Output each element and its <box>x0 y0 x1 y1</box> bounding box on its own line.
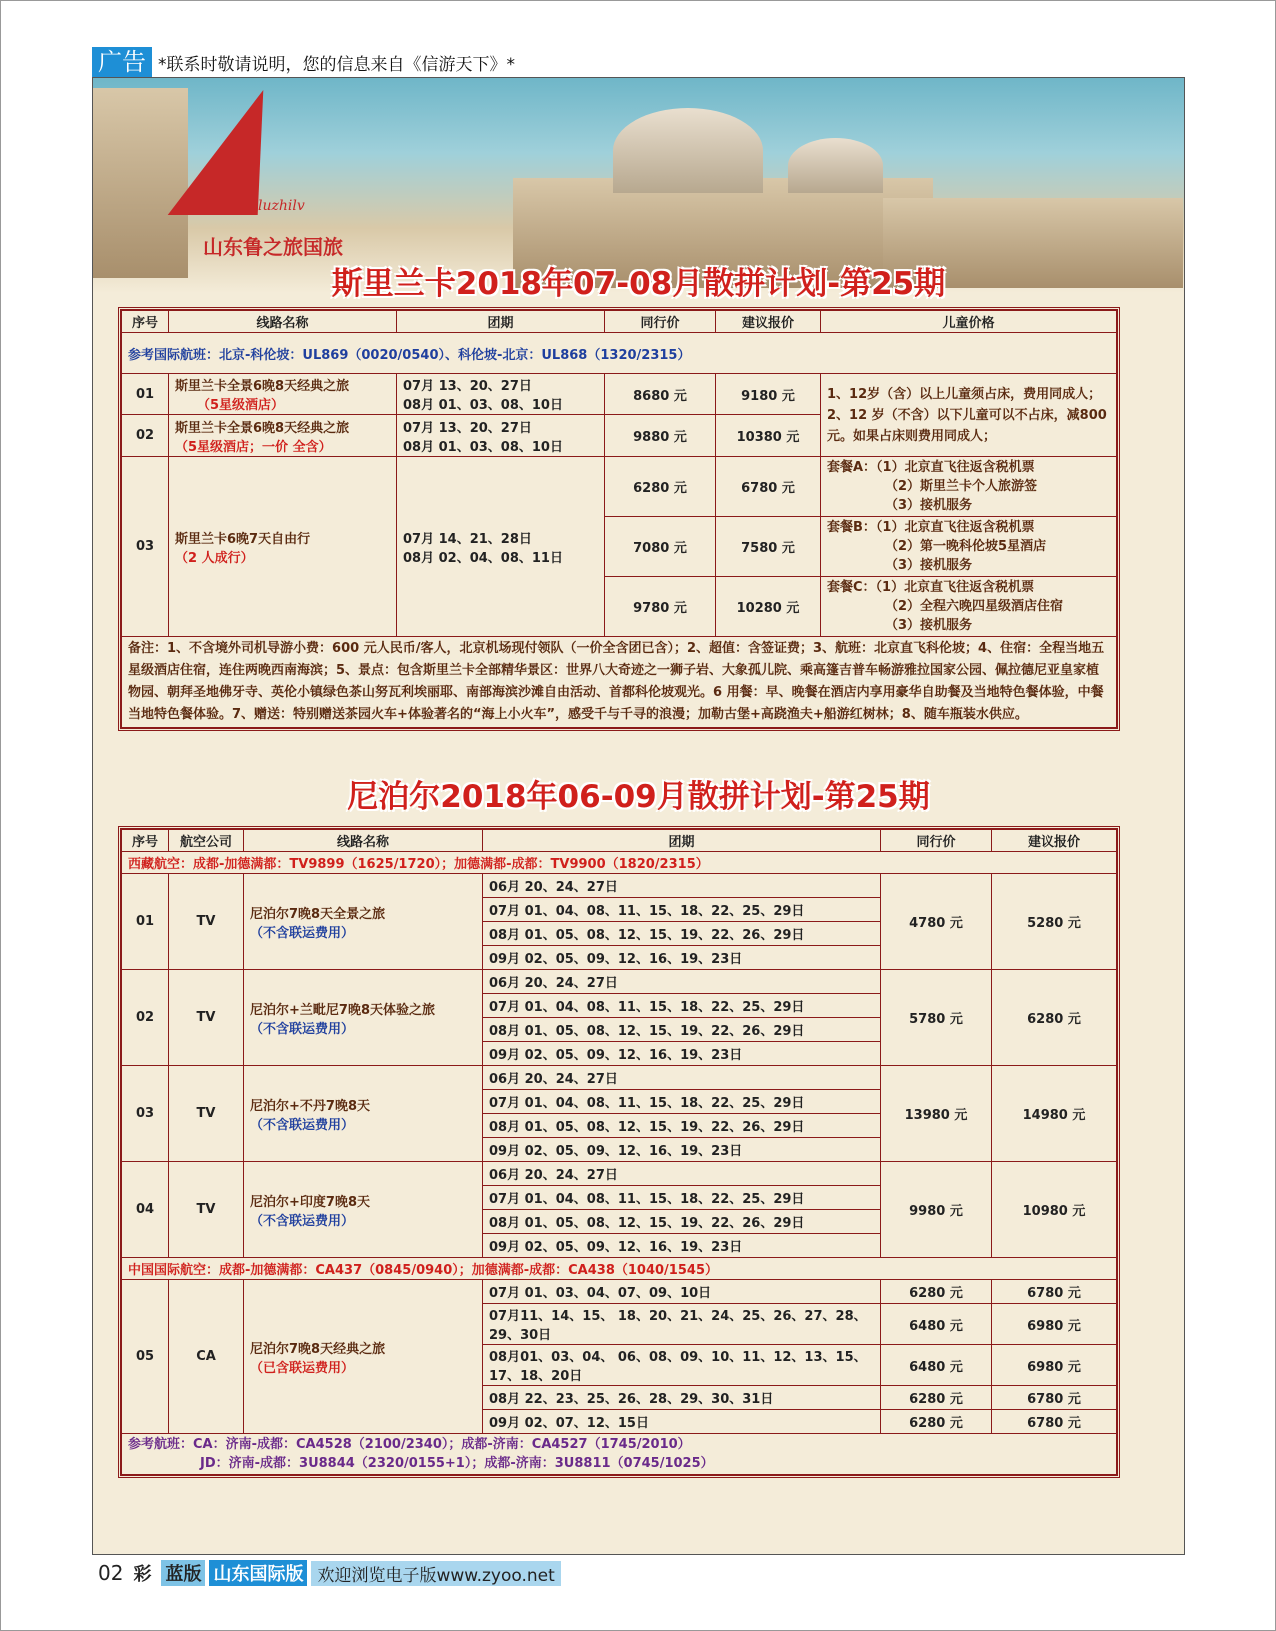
table-row <box>122 874 1117 898</box>
row-no: 02 <box>122 970 169 1066</box>
col-suggest-price: 建议报价 <box>716 311 821 333</box>
peer-price: 13980 元 <box>881 1066 992 1162</box>
date-line: 06月 20、24、27日 <box>483 970 881 994</box>
row-no: 02 <box>122 415 169 457</box>
package-b <box>821 517 1117 577</box>
date-line: 09月 02、05、09、12、16、19、23日 <box>483 1042 881 1066</box>
date-line: 07月 01、04、08、11、15、18、22、25、29日 <box>483 1186 881 1210</box>
ca-flight-info: 中国国际航空：成都-加德满都：CA437（0845/0940）；加德满都-成都：CA438（1040/1545） <box>122 1258 1117 1280</box>
route-name <box>244 1066 483 1162</box>
col-no: 序号 <box>122 830 169 852</box>
footer <box>98 1560 561 1586</box>
date-line: 06月 20、24、27日 <box>483 1162 881 1186</box>
peer-price: 4780 元 <box>881 874 992 970</box>
package-line: （2）斯里兰卡个人旅游签 <box>885 479 1038 494</box>
suggest-price: 6780 元 <box>992 1280 1117 1304</box>
row-no: 03 <box>122 457 169 637</box>
table-row <box>122 1162 1117 1186</box>
dome-main <box>613 108 763 193</box>
srilanka-table <box>118 307 1120 731</box>
suggest-price: 10980 元 <box>992 1162 1117 1258</box>
row-no: 03 <box>122 1066 169 1162</box>
peer-price: 6280 元 <box>881 1386 992 1410</box>
peer-price: 5780 元 <box>881 970 992 1066</box>
route-note: （已含联运费用） <box>250 1360 355 1376</box>
col-route: 线路名称 <box>244 830 483 852</box>
suggest-price: 6780 元 <box>716 457 821 517</box>
date-line: 09月 02、07、12、15日 <box>483 1410 881 1434</box>
airline-code: TV <box>169 874 244 970</box>
package-c <box>821 577 1117 637</box>
reference-line: JD：济南-成都：3U8844（2320/0155+1）；成都-济南：3U8811（0745/1025） <box>200 1456 714 1471</box>
route-note: （5星级酒店） <box>197 398 285 413</box>
edition-label: 蓝版 <box>161 1560 205 1586</box>
website-link[interactable]: 欢迎浏览电子版www.zyoo.net <box>311 1561 560 1586</box>
peer-price: 6480 元 <box>881 1304 992 1345</box>
route-dates <box>397 374 605 415</box>
suggest-price: 6280 元 <box>992 970 1117 1066</box>
nepal-table <box>118 826 1120 1478</box>
building-left <box>93 88 188 278</box>
package-a <box>821 457 1117 517</box>
package-line: （3）接机服务 <box>885 498 973 513</box>
package-line: （2）全程六晚四星级酒店住宿 <box>885 599 1064 614</box>
peer-price: 9980 元 <box>881 1162 992 1258</box>
date-line: 08月 01、03、08、10日 <box>403 398 563 413</box>
date-line: 08月 01、05、08、12、15、19、22、26、29日 <box>483 922 881 946</box>
suggest-price: 5280 元 <box>992 874 1117 970</box>
table-row <box>122 457 1117 517</box>
row-no: 01 <box>122 374 169 415</box>
col-dates: 团期 <box>397 311 605 333</box>
date-line: 08月 01、05、08、12、15、19、22、26、29日 <box>483 1114 881 1138</box>
route-name <box>169 415 397 457</box>
suggest-price: 14980 元 <box>992 1066 1117 1162</box>
date-line: 09月 02、05、09、12、16、19、23日 <box>483 1234 881 1258</box>
date-line: 08月 22、23、25、26、28、29、30、31日 <box>483 1386 881 1410</box>
date-line: 07月 01、03、04、07、09、10日 <box>483 1280 881 1304</box>
col-peer-price: 同行价 <box>605 311 716 333</box>
peer-price: 7080 元 <box>605 517 716 577</box>
route-name <box>244 1162 483 1258</box>
route-note: （2 人成行） <box>175 550 254 566</box>
airline-code: TV <box>169 1162 244 1258</box>
airline-code: TV <box>169 970 244 1066</box>
child-price-note: 1、12岁（含）以上儿童须占床，费用同成人；2、12 岁（不含）以下儿童可以不占床，减800 元。如果占床则费用同成人； <box>821 374 1117 457</box>
peer-price: 6480 元 <box>881 1345 992 1386</box>
package-line: （3）接机服务 <box>885 558 973 573</box>
date-line: 08月 01、05、08、12、15、19、22、26、29日 <box>483 1210 881 1234</box>
date-line: 09月 02、05、09、12、16、19、23日 <box>483 1138 881 1162</box>
peer-price: 9780 元 <box>605 577 716 637</box>
route-note: （不含联运费用） <box>250 1213 355 1229</box>
dome-small <box>788 138 883 193</box>
date-line: 07月 13、20、27日 <box>403 379 532 394</box>
table-row <box>122 1280 1117 1304</box>
col-route: 线路名称 <box>169 311 397 333</box>
airline-code: CA <box>169 1280 244 1434</box>
peer-price: 6280 元 <box>881 1410 992 1434</box>
date-line: 06月 20、24、27日 <box>483 1066 881 1090</box>
tv-flight-info: 西藏航空：成都-加德满都：TV9899（1625/1720）；加德满都-成都：TV9900（1820/2315） <box>122 852 1117 874</box>
color-mark: 彩 <box>133 1564 152 1585</box>
date-line: 07月11、14、15、 18、20、21、24、25、26、27、28、29、30日 <box>483 1304 881 1345</box>
route-name <box>169 457 397 637</box>
airline-code: TV <box>169 1066 244 1162</box>
row-no: 01 <box>122 874 169 970</box>
col-peer-price: 同行价 <box>881 830 992 852</box>
peer-price: 6280 元 <box>605 457 716 517</box>
logo-script: luzhilv <box>258 198 305 214</box>
flight-reference <box>122 1434 1117 1475</box>
peer-price: 6280 元 <box>881 1280 992 1304</box>
suggest-price: 6980 元 <box>992 1304 1117 1345</box>
date-line: 07月 01、04、08、11、15、18、22、25、29日 <box>483 898 881 922</box>
top-bar <box>92 47 515 77</box>
col-child-price: 儿童价格 <box>821 311 1117 333</box>
package-line: 套餐A：（1）北京直飞往返含税机票 <box>827 460 1035 475</box>
ad-tag: 广告 <box>92 47 152 77</box>
package-line: 套餐B：（1）北京直飞往返含税机票 <box>827 520 1035 535</box>
nepal-title: 尼泊尔2018年06-09月散拼计划-第25期 <box>347 779 930 815</box>
col-dates: 团期 <box>483 830 881 852</box>
suggest-price: 6780 元 <box>992 1386 1117 1410</box>
package-line: （3）接机服务 <box>885 618 973 633</box>
route-title: 尼泊尔+印度7晚8天 <box>250 1194 370 1210</box>
package-line: 套餐C：（1）北京直飞往返含税机票 <box>827 580 1035 595</box>
route-name <box>244 874 483 970</box>
route-dates <box>397 457 605 637</box>
remarks: 备注：1、不含境外司机导游小费：600 元人民币/客人，北京机场现付领队（一价全含团已含）；2、超值：含签证费；3、航班：北京直飞科伦坡；4、住宿：全程当地五星级酒店住宿，连住两晚西南海滨；5、景点：包含斯里兰卡全部精华景区：世界八大奇迹之一狮子岩、大象孤儿院、乘高篷吉普车畅游雅拉国家公园、佩拉德尼亚皇家植物园、朝拜圣地佛牙寺、英伦小镇绿色茶山努瓦利埃丽耶、南部海滨沙滩自由活动、首都科伦坡观光。6 用餐：早、晚餐在酒店内享用豪华自助餐及当地特色餐体验，中餐当地特色餐体验。7、赠送：特别赠送茶园火车+体验著名的“海上小火车”，感受千与千寻的浪漫；加勒古堡+高跷渔夫+船游红树林；8、随车瓶装水供应。 <box>122 637 1117 728</box>
srilanka-title: 斯里兰卡2018年07-08月散拼计划-第25期 <box>331 266 946 302</box>
date-line: 07月 01、04、08、11、15、18、22、25、29日 <box>483 994 881 1018</box>
flight-reference: 参考国际航班：北京-科伦坡：UL869（0020/0540）、科伦坡-北京：UL868（1320/2315） <box>122 333 1117 374</box>
table-row <box>122 970 1117 994</box>
peer-price: 9880 元 <box>605 415 716 457</box>
suggest-price: 7580 元 <box>716 517 821 577</box>
date-line: 07月 13、20、27日 <box>403 420 532 436</box>
route-title: 斯里兰卡6晚7天自由行 <box>175 531 311 547</box>
route-note: （不含联运费用） <box>250 925 355 941</box>
region-label: 山东国际版 <box>209 1560 307 1586</box>
date-line: 08月01、03、04、 06、08、09、10、11、12、13、15、17、18、20日 <box>483 1345 881 1386</box>
route-name <box>244 1280 483 1434</box>
route-note: （5星级酒店；一价 全含） <box>175 439 332 455</box>
peer-price: 8680 元 <box>605 374 716 415</box>
route-name <box>244 970 483 1066</box>
row-no: 04 <box>122 1162 169 1258</box>
route-title: 斯里兰卡全景6晚8天经典之旅 <box>175 420 350 436</box>
suggest-price: 9180 元 <box>716 374 821 415</box>
route-dates <box>397 415 605 457</box>
suggest-price: 6780 元 <box>992 1410 1117 1434</box>
date-line: 08月 01、03、08、10日 <box>403 439 563 455</box>
date-line: 07月 14、21、28日 <box>403 531 532 547</box>
route-title: 尼泊尔+不丹7晚8天 <box>250 1098 370 1114</box>
route-title: 尼泊尔7晚8天经典之旅 <box>250 1341 386 1357</box>
nepal-header-row <box>122 830 1117 852</box>
col-airline: 航空公司 <box>169 830 244 852</box>
route-title: 尼泊尔7晚8天全景之旅 <box>250 906 386 922</box>
route-name <box>169 374 397 415</box>
company-name: 山东鲁之旅国旅 <box>203 235 343 259</box>
col-suggest-price: 建议报价 <box>992 830 1117 852</box>
route-note: （不含联运费用） <box>250 1117 355 1133</box>
table-row <box>122 1066 1117 1090</box>
date-line: 09月 02、05、09、12、16、19、23日 <box>483 946 881 970</box>
date-line: 08月 02、04、08、11日 <box>403 550 563 566</box>
table-row <box>122 374 1117 415</box>
date-line: 06月 20、24、27日 <box>483 874 881 898</box>
source-notice: *联系时敬请说明，您的信息来自《信游天下》* <box>158 54 515 75</box>
advert-panel <box>92 77 1185 1555</box>
route-title: 斯里兰卡全景6晚8天经典之旅 <box>175 379 350 394</box>
col-no: 序号 <box>122 311 169 333</box>
reference-line: 参考航班：CA：济南-成都：CA4528（2100/2340）；成都-济南：CA4527（1745/2010） <box>128 1437 691 1452</box>
route-title: 尼泊尔+兰毗尼7晚8天体验之旅 <box>250 1002 435 1018</box>
row-no: 05 <box>122 1280 169 1434</box>
date-line: 07月 01、04、08、11、15、18、22、25、29日 <box>483 1090 881 1114</box>
page-number: 02 <box>98 1561 124 1585</box>
suggest-price: 6980 元 <box>992 1345 1117 1386</box>
suggest-price: 10280 元 <box>716 577 821 637</box>
suggest-price: 10380 元 <box>716 415 821 457</box>
package-line: （2）第一晚科伦坡5星酒店 <box>885 539 1047 554</box>
route-note: （不含联运费用） <box>250 1021 355 1037</box>
srilanka-header-row <box>122 311 1117 333</box>
date-line: 08月 01、05、08、12、15、19、22、26、29日 <box>483 1018 881 1042</box>
